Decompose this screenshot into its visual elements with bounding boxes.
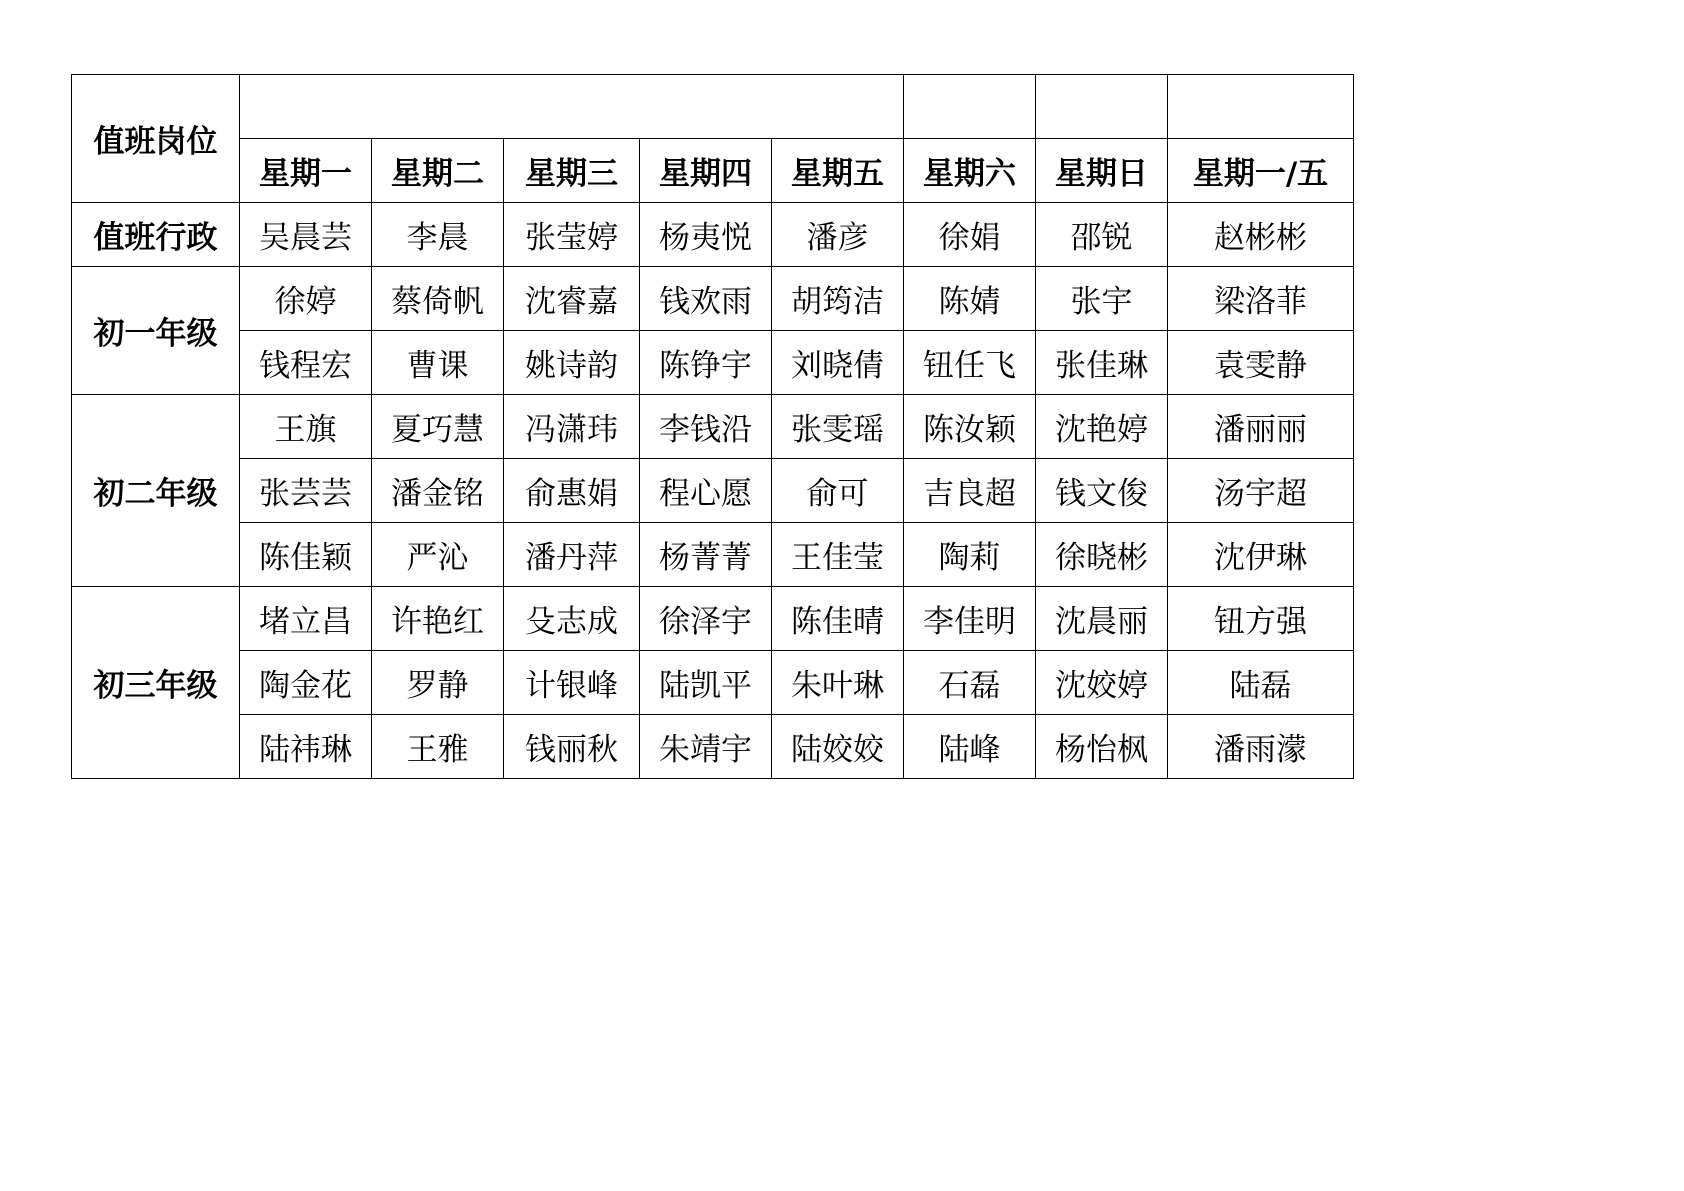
duty-name-cell: 许艳红 xyxy=(372,587,504,651)
roster-row xyxy=(72,715,1354,779)
duty-name-cell: 石磊 xyxy=(904,651,1036,715)
duty-name-cell: 张佳琳 xyxy=(1036,331,1168,395)
duty-name-cell: 陈佳晴 xyxy=(772,587,904,651)
duty-name-cell: 杨夷悦 xyxy=(640,203,772,267)
duty-name-cell: 沈晨丽 xyxy=(1036,587,1168,651)
duty-name-cell: 陆凯平 xyxy=(640,651,772,715)
duty-name-cell: 徐婷 xyxy=(240,267,372,331)
duty-name-cell: 李佳明 xyxy=(904,587,1036,651)
duty-name-cell: 朱靖宇 xyxy=(640,715,772,779)
duty-name-cell: 胡筠洁 xyxy=(772,267,904,331)
roster-row xyxy=(72,331,1354,395)
duty-name-cell: 王雅 xyxy=(372,715,504,779)
duty-name-cell: 罗静 xyxy=(372,651,504,715)
duty-name-cell: 李钱沿 xyxy=(640,395,772,459)
duty-name-cell: 潘丹萍 xyxy=(504,523,640,587)
header-blank-cell-weekdays xyxy=(240,75,904,139)
duty-name-cell: 沈姣婷 xyxy=(1036,651,1168,715)
roster-row xyxy=(72,651,1354,715)
group-label-cell: 初一年级 xyxy=(72,267,240,395)
duty-name-cell: 潘金铭 xyxy=(372,459,504,523)
duty-name-cell: 吉良超 xyxy=(904,459,1036,523)
roster-row xyxy=(72,587,1354,651)
day-header-row xyxy=(72,139,1354,203)
duty-name-cell: 杨怡枫 xyxy=(1036,715,1168,779)
header-blank-cell-sat xyxy=(904,75,1036,139)
duty-name-cell: 冯潇玮 xyxy=(504,395,640,459)
duty-name-cell: 陶金花 xyxy=(240,651,372,715)
roster-row xyxy=(72,395,1354,459)
duty-name-cell: 张芸芸 xyxy=(240,459,372,523)
header-blank-cell-sun xyxy=(1036,75,1168,139)
roster-row xyxy=(72,267,1354,331)
duty-name-cell: 陈佳颖 xyxy=(240,523,372,587)
duty-name-cell: 张宇 xyxy=(1036,267,1168,331)
duty-name-cell: 王佳莹 xyxy=(772,523,904,587)
header-row-top xyxy=(72,75,1354,139)
duty-name-cell: 钮任飞 xyxy=(904,331,1036,395)
duty-name-cell: 钱文俊 xyxy=(1036,459,1168,523)
duty-name-cell: 徐娟 xyxy=(904,203,1036,267)
duty-name-cell: 徐晓彬 xyxy=(1036,523,1168,587)
duty-name-cell: 夏巧慧 xyxy=(372,395,504,459)
roster-row xyxy=(72,459,1354,523)
duty-name-cell: 钱丽秋 xyxy=(504,715,640,779)
duty-name-cell: 潘丽丽 xyxy=(1168,395,1354,459)
duty-name-cell: 陈铮宇 xyxy=(640,331,772,395)
duty-name-cell: 曹课 xyxy=(372,331,504,395)
duty-roster-table xyxy=(71,74,1354,779)
duty-name-cell: 钱程宏 xyxy=(240,331,372,395)
roster-row xyxy=(72,523,1354,587)
roster-row xyxy=(72,203,1354,267)
duty-name-cell: 程心愿 xyxy=(640,459,772,523)
header-blank-cell-extra xyxy=(1168,75,1354,139)
duty-name-cell: 徐泽宇 xyxy=(640,587,772,651)
duty-name-cell: 沈艳婷 xyxy=(1036,395,1168,459)
duty-name-cell: 刘晓倩 xyxy=(772,331,904,395)
duty-name-cell: 沈伊琳 xyxy=(1168,523,1354,587)
duty-name-cell: 俞可 xyxy=(772,459,904,523)
duty-name-cell: 陆峰 xyxy=(904,715,1036,779)
duty-name-cell: 沈睿嘉 xyxy=(504,267,640,331)
duty-name-cell: 钮方强 xyxy=(1168,587,1354,651)
duty-name-cell: 姚诗韵 xyxy=(504,331,640,395)
duty-name-cell: 王旗 xyxy=(240,395,372,459)
duty-name-cell: 严沁 xyxy=(372,523,504,587)
group-label-cell: 初二年级 xyxy=(72,395,240,587)
duty-name-cell: 陈婧 xyxy=(904,267,1036,331)
duty-name-cell: 杨菁菁 xyxy=(640,523,772,587)
duty-name-cell: 潘雨濛 xyxy=(1168,715,1354,779)
duty-name-cell: 蔡倚帆 xyxy=(372,267,504,331)
duty-name-cell: 陆祎琳 xyxy=(240,715,372,779)
day-header-cell: 星期四 xyxy=(640,139,772,203)
duty-name-cell: 陈汝颖 xyxy=(904,395,1036,459)
day-header-cell: 星期三 xyxy=(504,139,640,203)
duty-name-cell: 朱叶琳 xyxy=(772,651,904,715)
duty-name-cell: 殳志成 xyxy=(504,587,640,651)
day-header-cell: 星期五 xyxy=(772,139,904,203)
duty-name-cell: 钱欢雨 xyxy=(640,267,772,331)
duty-name-cell: 袁雯静 xyxy=(1168,331,1354,395)
duty-name-cell: 计银峰 xyxy=(504,651,640,715)
roster-body xyxy=(72,75,1354,779)
day-header-cell: 星期日 xyxy=(1036,139,1168,203)
duty-name-cell: 邵锐 xyxy=(1036,203,1168,267)
day-header-cell: 星期六 xyxy=(904,139,1036,203)
duty-name-cell: 赵彬彬 xyxy=(1168,203,1354,267)
group-label-cell: 值班行政 xyxy=(72,203,240,267)
duty-name-cell: 张莹婷 xyxy=(504,203,640,267)
duty-name-cell: 潘彦 xyxy=(772,203,904,267)
duty-name-cell: 陆姣姣 xyxy=(772,715,904,779)
duty-name-cell: 俞惠娟 xyxy=(504,459,640,523)
duty-name-cell: 陆磊 xyxy=(1168,651,1354,715)
duty-name-cell: 李晨 xyxy=(372,203,504,267)
post-header-cell: 值班岗位 xyxy=(72,75,240,203)
day-header-cell: 星期一 xyxy=(240,139,372,203)
duty-name-cell: 陶莉 xyxy=(904,523,1036,587)
duty-name-cell: 吴晨芸 xyxy=(240,203,372,267)
day-header-cell: 星期一/五 xyxy=(1168,139,1354,203)
duty-name-cell: 堵立昌 xyxy=(240,587,372,651)
duty-name-cell: 汤宇超 xyxy=(1168,459,1354,523)
duty-name-cell: 梁洛菲 xyxy=(1168,267,1354,331)
duty-name-cell: 张雯瑶 xyxy=(772,395,904,459)
day-header-cell: 星期二 xyxy=(372,139,504,203)
group-label-cell: 初三年级 xyxy=(72,587,240,779)
